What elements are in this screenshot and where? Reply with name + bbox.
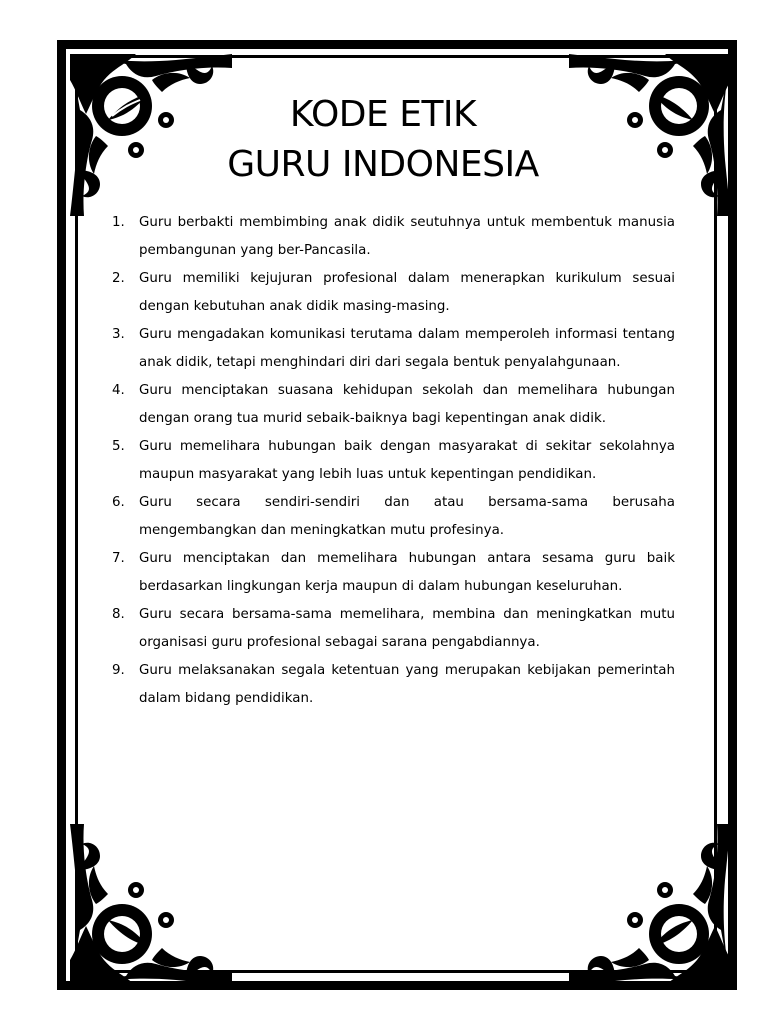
- item-number: 8.: [112, 607, 125, 622]
- item-text: Guru berbakti membimbing anak didik seutuhnya untuk membentuk manusia pembangunan yang ber-Pancasila.: [139, 215, 675, 258]
- list-item: [112, 377, 675, 433]
- list-item: [112, 657, 675, 713]
- item-text: Guru menciptakan suasana kehidupan sekolah dan memelihara hubungan dengan orang tua murid sebaik-baiknya bagi kepentingan anak didik.: [139, 383, 675, 426]
- corner-ornament-bottom-left-icon: [66, 822, 234, 990]
- list-item: [112, 321, 675, 377]
- item-number: 9.: [112, 663, 125, 678]
- code-of-ethics-list: [112, 209, 675, 713]
- item-number: 2.: [112, 271, 125, 286]
- item-text: Guru memelihara hubungan baik dengan masyarakat di sekitar sekolahnya maupun masyarakat yang lebih luas untuk kepentingan pendidikan.: [139, 439, 675, 482]
- item-number: 1.: [112, 215, 125, 230]
- item-text: Guru melaksanakan segala ketentuan yang merupakan kebijakan pemerintah dalam bidang pendidikan.: [139, 663, 675, 706]
- item-number: 5.: [112, 439, 125, 454]
- corner-ornament-bottom-right-icon: [567, 822, 735, 990]
- item-number: 7.: [112, 551, 125, 566]
- item-text: Guru memiliki kejujuran profesional dalam menerapkan kurikulum sesuai dengan kebutuhan anak didik masing-masing.: [139, 271, 675, 314]
- list-item: [112, 433, 675, 489]
- item-number: 6.: [112, 495, 125, 510]
- item-text: Guru menciptakan dan memelihara hubungan antara sesama guru baik berdasarkan lingkungan kerja maupun di dalam hubungan keseluruhan.: [139, 551, 675, 594]
- list-item: [112, 489, 675, 545]
- list-item: [112, 545, 675, 601]
- item-text: Guru secara sendiri-sendiri dan atau bersama-sama berusaha mengembangkan dan meningkatkan mutu profesinya.: [139, 495, 675, 538]
- item-text: Guru secara bersama-sama memelihara, membina dan meningkatkan mutu organisasi guru profesional sebagai sarana pengabdiannya.: [139, 607, 675, 650]
- item-text: Guru mengadakan komunikasi terutama dalam memperoleh informasi tentang anak didik, tetapi menghindari diri dari segala bentuk penyalahgunaan.: [139, 327, 675, 370]
- list-item: [112, 265, 675, 321]
- page-title-line-1: KODE ETIK: [289, 94, 477, 135]
- item-number: 4.: [112, 383, 125, 398]
- list-item: [112, 601, 675, 657]
- list-item: [112, 209, 675, 265]
- page-title-line-2: GURU INDONESIA: [227, 144, 539, 185]
- item-number: 3.: [112, 327, 125, 342]
